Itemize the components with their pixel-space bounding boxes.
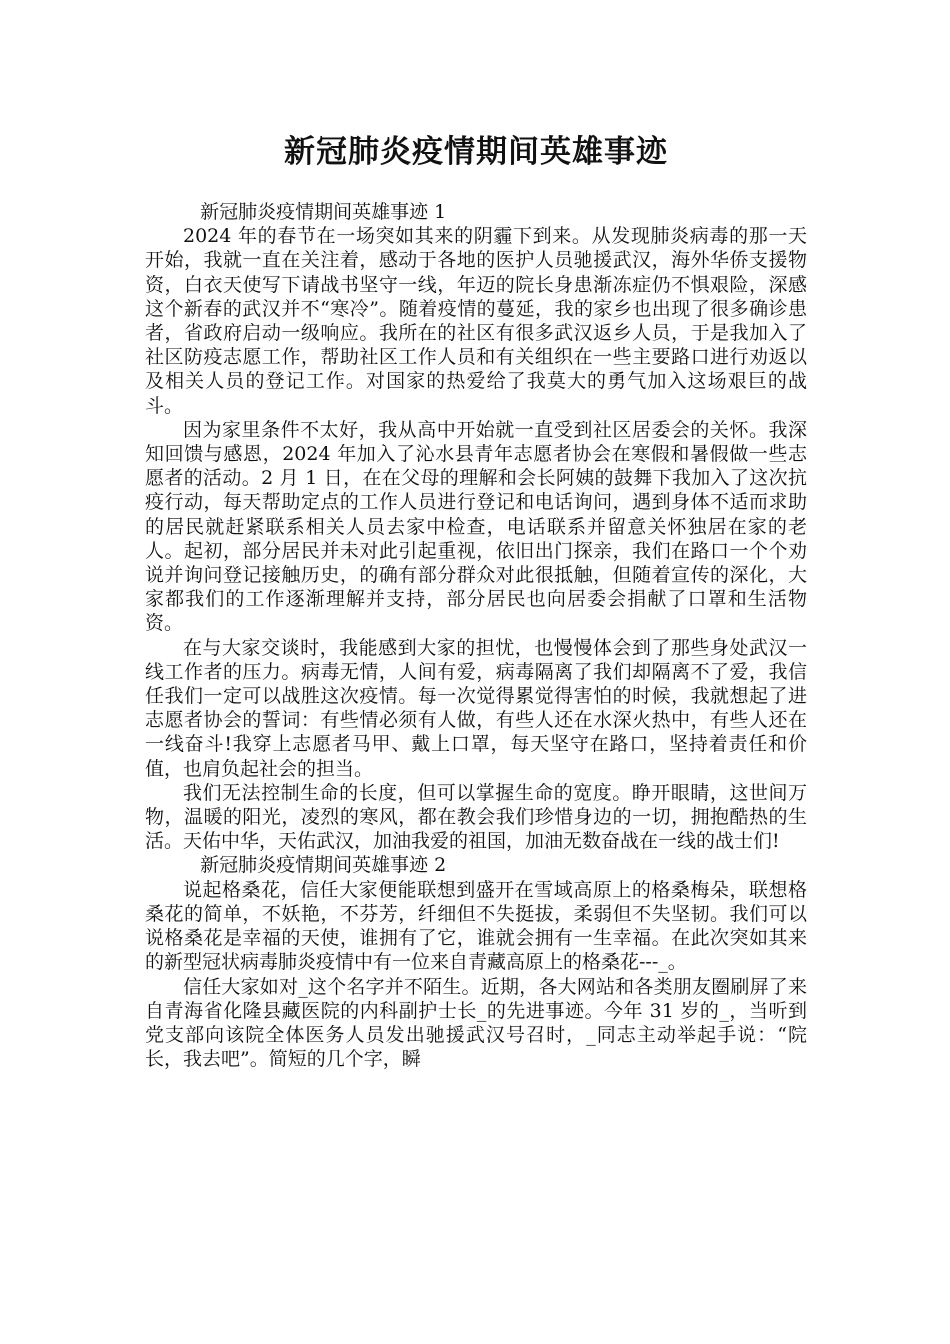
paragraph-2: 因为家里条件不太好，我从高中开始就一直受到社区居委会的关怀。我深知回馈与感恩，2024 年加入了沁水县青年志愿者协会在寒假和暑假做一些志愿者的活动。2 月 1 日，在在父母的理解和会长阿姨的鼓舞下我加入了这次抗疫行动，每天帮助定点的工作人员进行登记和电话询问，遇到身体不适而求助的居民就赶紧联系相关人员去家中检查，电话联系并留意关怀独居在家的老人。起初，部分居民并未对此引起重视，依旧出门探亲，我们在路口一个个劝说并询问登记接触历史，的确有部分群众对此很抵触，但随着宣传的深化，大家都我们的工作逐渐理解并支持，部分居民也向居委会捐献了口罩和生活物资。: [145, 418, 807, 635]
section-heading-2: 新冠肺炎疫情期间英雄事迹 2: [200, 854, 447, 877]
paragraph-6: 信任大家如对_这个名字并不陌生。近期，各大网站和各类朋友圈刷屏了来自青海省化隆县藏医院的内科副护士长_的先进事迹。今年 31 岁的_，当听到党支部向该院全体医务人员发出驰援武汉号召时，_同志主动举起手说：“院长，我去吧”。简短的几个字，瞬: [145, 975, 807, 1071]
paragraph-4: 我们无法控制生命的长度，但可以掌握生命的宽度。睁开眼睛，这世间万物，温暖的阳光，凌烈的寒风，都在教会我们珍惜身边的一切，拥抱酷热的生活。天佑中华，天佑武汉，加油我爱的祖国，加油无数奋战在一线的战士们!: [145, 781, 807, 853]
document-title: 新冠肺炎疫情期间英雄事迹: [284, 134, 668, 170]
document-page: [145, 0, 807, 1071]
paragraph-5: 说起格桑花，信任大家便能联想到盛开在雪域高原上的格桑梅朵，联想格桑花的简单，不妖艳，不芬芳，纤细但不失挺拔，柔弱但不失坚韧。我们可以说格桑花是幸福的天使，谁拥有了它，谁就会拥有一生幸福。在此次突如其来的新型冠状病毒肺炎疫情中有一位来自青藏高原上的格桑花---_。: [145, 878, 807, 974]
paragraph-3: 在与大家交谈时，我能感到大家的担忧，也慢慢体会到了那些身处武汉一线工作者的压力。病毒无情，人间有爱，病毒隔离了我们却隔离不了爱，我信任我们一定可以战胜这次疫情。每一次觉得累觉得害怕的时候，我就想起了进志愿者协会的誓词：有些情必须有人做，有些人还在水深火热中，有些人还在一线奋斗!我穿上志愿者马甲、戴上口罩，每天坚守在路口，坚持着责任和价值，也肩负起社会的担当。: [145, 636, 807, 780]
section-heading-1: 新冠肺炎疫情期间英雄事迹 1: [200, 201, 447, 223]
paragraph-1: 2024 年的春节在一场突如其来的阴霾下到来。从发现肺炎病毒的那一天开始，我就一直在关注着，感动于各地的医护人员驰援武汉，海外华侨支援物资，白衣天使写下请战书坚守一线，年迈的院长身患渐冻症仍不惧艰险，深感这个新春的武汉并不“寒冷”。随着疫情的蔓延，我的家乡也出现了很多确诊患者，省政府启动一级响应。我所在的社区有很多武汉返乡人员，于是我加入了社区防疫志愿工作，帮助社区工作人员和有关组织在一些主要路口进行劝返以及相关人员的登记工作。对国家的热爱给了我莫大的勇气加入这场艰巨的战斗。: [145, 225, 807, 417]
document-body: [145, 200, 807, 1071]
